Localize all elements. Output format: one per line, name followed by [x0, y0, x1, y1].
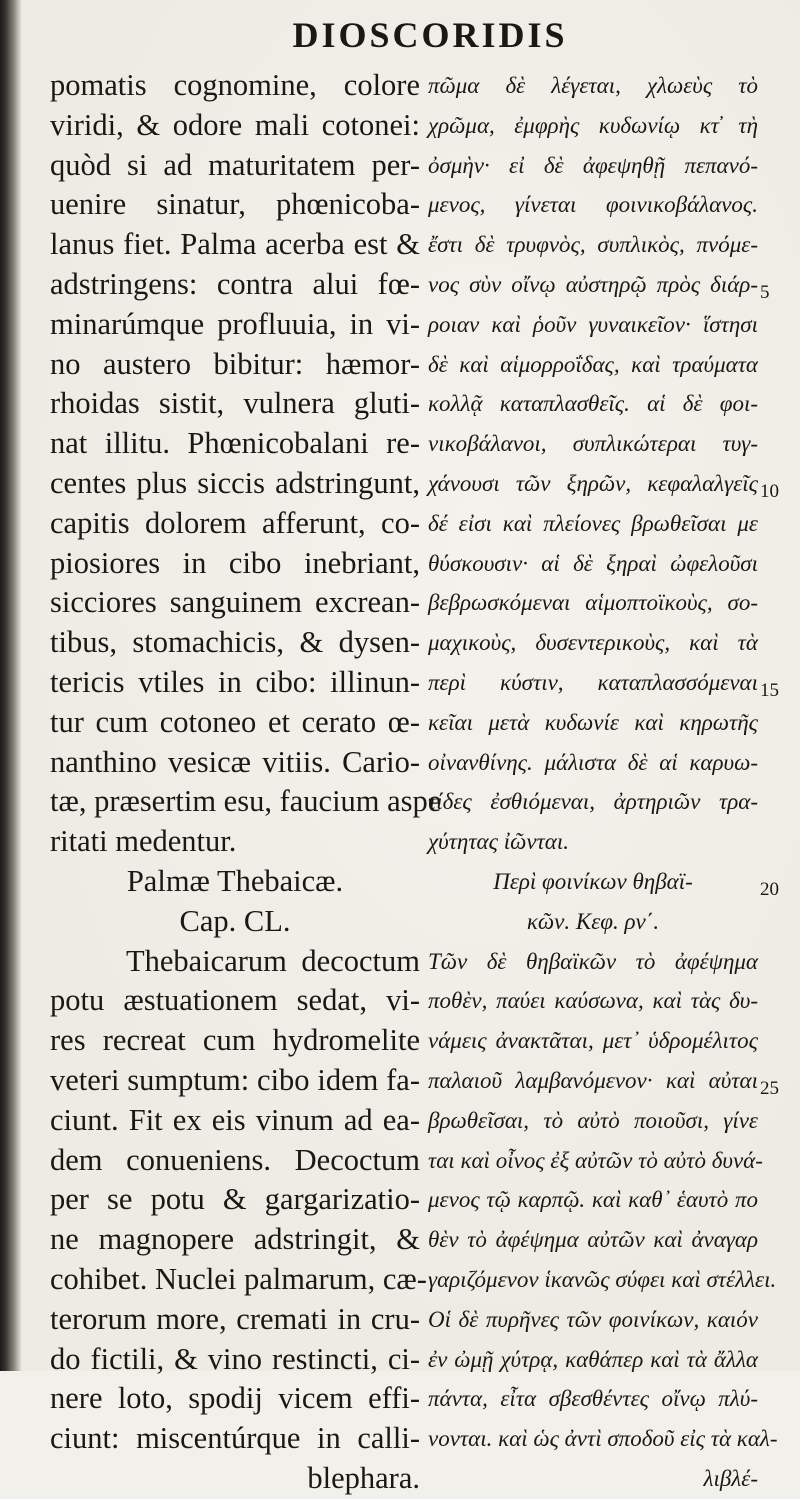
greek-text-line: χάνουσι τῶν ξηρῶν, κεφαλαλγεῖς: [428, 470, 758, 496]
latin-text-line: nat illitu. Phœnicobalani re-: [50, 426, 420, 461]
line-number: 15: [760, 680, 779, 701]
line-number: 5: [760, 282, 770, 303]
latin-text-line: minarúmque profluuia, in vi-: [50, 306, 420, 341]
greek-text-line: πάντα, εἶτα σβεσθέντες οἴνῳ πλύ-: [428, 1386, 758, 1412]
latin-text-line: res recreat cum hydromelite: [50, 1023, 420, 1058]
page-binding-edge: [0, 0, 22, 1371]
latin-text-line: veteri sumptum: cibo idem fa-: [50, 1062, 420, 1097]
greek-text-line: νονται. καὶ ὡς ἀντὶ σποδοῦ εἰς τὰ καλ-: [428, 1426, 778, 1452]
greek-text-line: θὲν τὸ ἀφέψημα αὐτῶν καὶ ἀναγαρ: [428, 1227, 758, 1253]
greek-text-line: οἰνανθίνης. μάλιστα δὲ αἱ καρυω-: [428, 749, 758, 775]
latin-text-line: tur cum cotoneo et cerato œ-: [50, 704, 420, 739]
latin-text-line: lanus fiet. Palma acerba est &: [50, 227, 420, 262]
latin-text-line: nanthino vesicæ vitiis. Cario-: [50, 744, 420, 779]
latin-text-line: tibus, stomachicis, & dysen-: [50, 625, 420, 660]
line-number: 25: [760, 1078, 779, 1099]
running-header-title: DIOSCORIDIS: [292, 15, 568, 55]
latin-text-line: ne magnopere adstringit, &: [50, 1222, 420, 1257]
greek-text-line: νος σὺν οἴνῳ αὐστηρῷ πρὸς διάρ-: [428, 271, 758, 297]
greek-text-line: παλαιοῦ λαμβανόμενον· καὶ αὐται: [428, 1067, 758, 1093]
latin-text-line: quòd si ad maturitatem per-: [50, 147, 420, 182]
latin-text-line: pomatis cognomine, colore: [50, 68, 420, 102]
greek-text-line: ὀσμὴν· εἰ δὲ ἀφεψηθῇ πεπανό-: [428, 152, 758, 178]
greek-text-line: ἐν ὠμῇ χύτρᾳ, καθάπερ καὶ τὰ ἄλλα: [428, 1346, 758, 1372]
greek-text-line: νάμεις ἀνακτᾶται, μετ᾽ ὑδρομέλιτος: [428, 1028, 758, 1054]
greek-text-line: Περὶ φοινίκων θηβαϊ-: [493, 868, 693, 894]
latin-text-line: cohibet. Nuclei palmarum, cæ-: [50, 1261, 427, 1296]
greek-text-line: βρωθεῖσαι, τὸ αὐτὸ ποιοῦσι, γίνε: [428, 1107, 758, 1133]
greek-text-line: μενος τῷ καρπῷ. καὶ καθ᾽ ἑαυτὸ πο: [428, 1187, 758, 1213]
greek-text-line: νικοβάλανοι, συπλικώτεραι τυγ-: [428, 431, 758, 457]
latin-text-line: ritati medentur.: [50, 824, 237, 859]
greek-text-line: γαριζόμενον ἱκανῶς σύφει καὶ στέλλει.: [428, 1266, 777, 1292]
greek-text-line: μαχικοὺς, δυσεντερικοὺς, καὶ τὰ: [428, 630, 758, 656]
latin-text-line: viridi, & odore mali cotonei:: [50, 107, 420, 142]
greek-text-line: χρῶμα, ἐμφρὴς κυδωνίῳ κτ̓ τὴ: [428, 112, 758, 138]
line-number: 20: [760, 879, 779, 900]
latin-text-line: nere loto, spodij vicem effi-: [50, 1381, 420, 1416]
greek-text-line: θύσκουσιν· αἱ δὲ ξηραὶ ὠφελοῦσι: [428, 550, 758, 576]
latin-text-line: ciunt: miscentúrque in calli-: [50, 1421, 420, 1456]
latin-text-line: sicciores sanguinem excrean-: [50, 585, 420, 620]
latin-text-line: Cap. CL.: [179, 903, 291, 938]
latin-text-line: adstringens: contra alui fœ-: [50, 266, 420, 301]
greek-text-line: πῶμα δὲ λέγεται, χλωεὺς τὸ: [428, 73, 758, 98]
greek-text-line: ται καὶ οἶνος ἐξ αὐτῶν τὸ αὐτὸ δυνά-: [428, 1147, 763, 1173]
greek-text-line: κῶν. Κεφ. ρν΄.: [526, 908, 660, 934]
greek-text-line: ροιαν καὶ ῥοῦν γυναικεῖον· ἵστησι: [428, 311, 758, 337]
latin-text-line: blephara.: [307, 1460, 420, 1495]
latin-text-line: rhoidas sistit, vulnera gluti-: [50, 386, 420, 421]
latin-text-line: per se potu & gargarizatio-: [50, 1182, 420, 1217]
latin-text-line: potu æstuationem sedat, vi-: [50, 983, 420, 1018]
greek-text-line: χύτητας ἰῶνται.: [428, 829, 569, 855]
latin-text-line: centes plus siccis adstringunt,: [50, 465, 420, 500]
latin-text-line: Palmæ Thebaicæ.: [126, 863, 344, 898]
greek-text-line: ποθὲν, παύει καύσωνα, καὶ τὰς δυ-: [428, 988, 758, 1014]
latin-text-line: ciunt. Fit ex eis vinum ad ea-: [50, 1102, 420, 1137]
greek-text-line: Οἱ δὲ πυρῆνες τῶν φοινίκων, καιόν: [428, 1306, 758, 1332]
greek-text-line: κολλᾷ καταπλασθεῖς. αἱ δὲ φοι-: [428, 391, 758, 417]
latin-text-line: no austero bibitur: hæmor-: [50, 346, 420, 381]
latin-text-line: capitis dolorem afferunt, co-: [50, 505, 420, 540]
latin-text-line: dem conueniens. Decoctum: [50, 1142, 420, 1177]
greek-text-line: περὶ κύστιν, καταπλασσόμεναι: [428, 669, 758, 695]
greek-text-line: δέ εἰσι καὶ πλείονες βρωθεῖσαι με: [428, 510, 758, 536]
latin-text-line: Thebaicarum decoctum: [126, 943, 420, 978]
latin-text-line: uenire sinatur, phœnicoba-: [50, 187, 420, 222]
running-header: [0, 14, 800, 56]
greek-text-line: βεβρωσκόμεναι αἱμοπτοϊκοὺς, σο-: [428, 590, 758, 616]
greek-text-line: λιβλέ-: [703, 1465, 758, 1491]
latin-column: [50, 66, 442, 1499]
greek-text-line: ἔστι δὲ τρυφνὸς, συπλικὸς, πνόμε-: [428, 232, 758, 258]
greek-text-line: μενος, γίνεται φοινικοβάλανος.: [428, 192, 758, 218]
greek-text-line: τίδες ἐσθιόμεναι, ἀρτηριῶν τρα-: [428, 789, 758, 815]
latin-text-line: terorum more, cremati in cru-: [50, 1301, 420, 1336]
latin-text-line: piosiores in cibo inebriant,: [50, 545, 420, 580]
line-number: 10: [760, 481, 779, 502]
greek-text-line: δὲ καὶ αἱμορροΐδας, καὶ τραύματα: [428, 351, 758, 377]
latin-text-line: tericis vtiles in cibo: illinun-: [50, 664, 420, 699]
latin-text-line: tæ, præsertim esu, faucium aspe: [50, 784, 442, 819]
greek-text-line: Τῶν δὲ θηβαϊκῶν τὸ ἀφέψημα: [428, 948, 758, 974]
greek-text-line: κεῖαι μετὰ κυδωνίε καὶ κηρωτῆς: [428, 709, 758, 735]
latin-text-line: do fictili, & vino restincti, ci-: [50, 1341, 420, 1376]
